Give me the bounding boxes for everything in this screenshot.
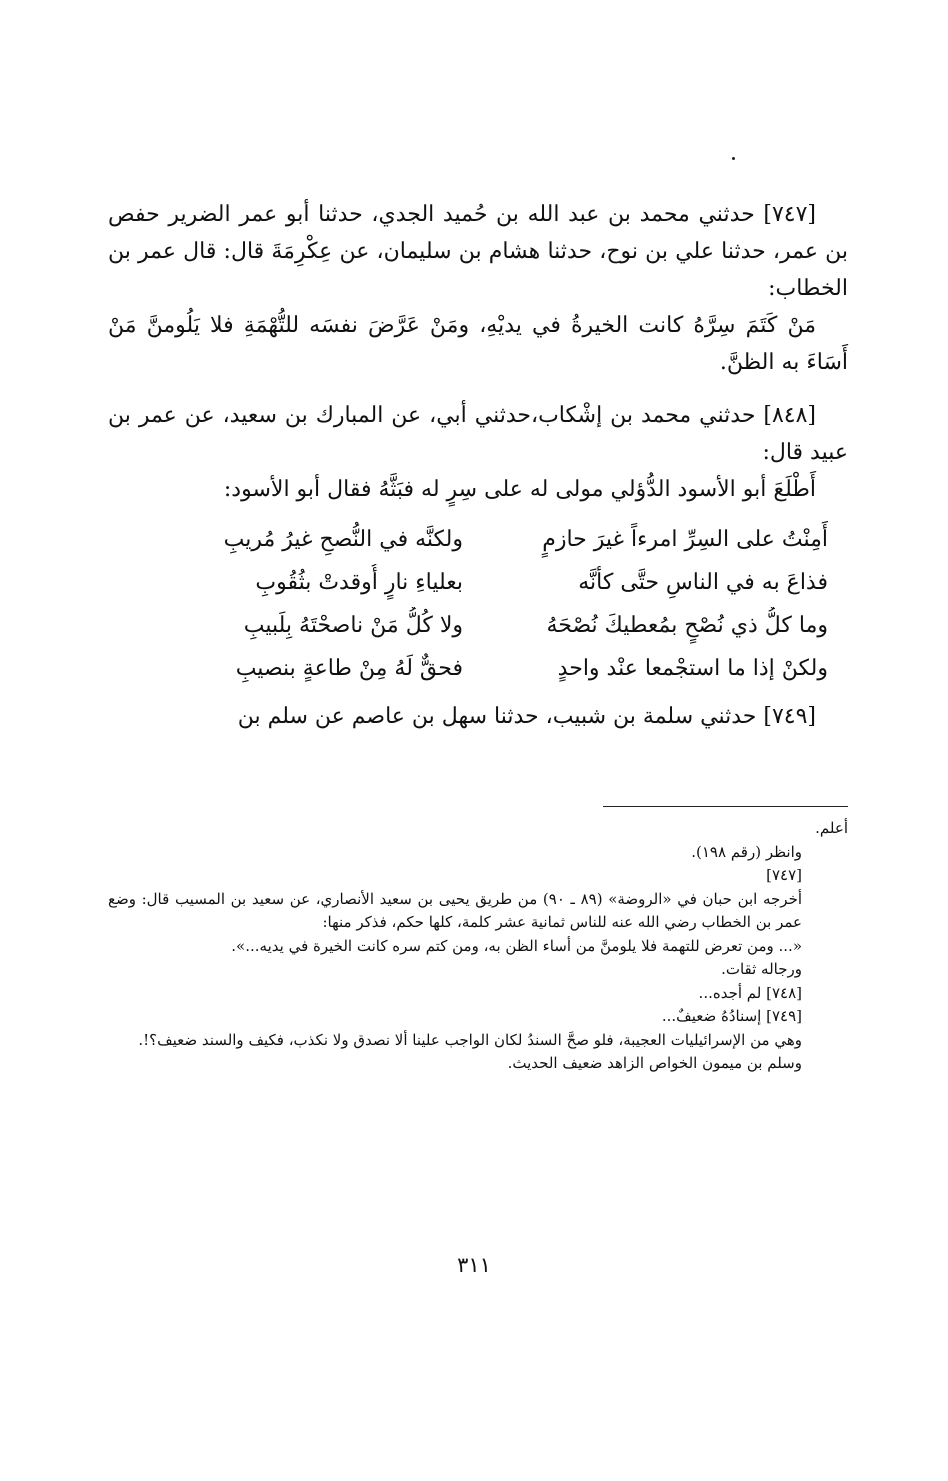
verse-1-second-hemistich: ولكنَّه في النُّصحِ غيرُ مُريبِ [223, 527, 463, 552]
verse-2-first-hemistich: فذاعَ به في الناسِ حتَّى كأنَّه [578, 570, 828, 595]
page-number: ٣١١ [457, 1253, 491, 1277]
footnote-line: أخرجه ابن حبان في «الروضة» (٨٩ ـ ٩٠) من طريق يحيى بن سعيد الأنصاري، عن سعيد بن المسيب قال: وضع عمر بن الخطاب رضي الله عنه للناس ثمانية عشر كلمة، كلها حكم، فذكر منها: [108, 889, 803, 931]
entry-748: [٨٤٨] حدثني محمد بن إشْكاب،حدثني أبي، عن المبارك بن سعيد، عن عمر بن عبيد قال: [108, 403, 848, 465]
entry-749: [٧٤٩] حدثني سلمة بن شبيب، حدثنا سهل بن عاصم عن سلم بن [237, 704, 816, 729]
verse-3-second-hemistich: ولا كُلُّ مَنْ ناصحْتَهُ بِلَبيبِ [243, 613, 463, 638]
footnote-line: «... ومن تعرض للتهمة فلا يلومنَّ من أساء الظن به، ومن كتم سره كانت الخيرة في يديه...». [231, 936, 802, 955]
entry-747: [٧٤٧] حدثني محمد بن عبد الله بن حُميد الجدي، حدثنا أبو عمر الضرير حفص بن عمر، حدثنا علي بن نوح، حدثنا هشام بن سليمان، عن عِكْرِمَةَ قال: قال عمر بن الخطاب: [108, 202, 848, 301]
footnote-line: وهي من الإسرائيليات العجيبة، فلو صحَّ السندُ لكان الواجب علينا ألا نصدق ولا نكذب، فكيف والسند ضعيف؟!. [138, 1030, 802, 1049]
footnotes [108, 817, 848, 1076]
footnote-line: [٧٤٩] إسنادُهُ ضعيفٌ... [661, 1007, 802, 1025]
footnote-line: وسلم بن ميمون الخواص الزاهد ضعيف الحديث. [507, 1054, 802, 1072]
footnote-line: ورجاله ثقات. [721, 960, 802, 978]
verse-2-second-hemistich: بعلياءِ نارٍ أُوقدتْ بثُقُوبِ [255, 570, 463, 595]
verse-4-first-hemistich: ولكنْ إذا ما استجْمعا عنْد واحدٍ [557, 656, 828, 681]
verse-1 [108, 518, 848, 561]
footnote-separator [603, 806, 848, 807]
verse-4-second-hemistich: فحقٌّ لَهُ مِنْ طاعةٍ بنصيبِ [235, 656, 463, 681]
verse-2 [108, 561, 848, 604]
main-text [108, 196, 848, 735]
verse-3-first-hemistich: وما كلُّ ذي نُصْحٍ بمُعطيكَ نُصْحَهُ [546, 613, 828, 638]
footnote-line: أعلم. [815, 819, 848, 837]
entry-748-quote: أَطْلَعَ أبو الأسود الدُّؤلي مولى له على سِرٍ له فبَثَّهُ فقال أبو الأسود: [223, 477, 816, 502]
verse-3 [108, 604, 848, 647]
footnote-line: [٧٤٨] لم أجده... [698, 983, 802, 1002]
verse-4 [108, 647, 848, 690]
ink-speck [732, 157, 735, 160]
footnote-line: [٧٤٧] [766, 866, 802, 884]
poem-verses [108, 518, 848, 690]
entry-747-quote: مَنْ كَتَمَ سِرَّهُ كانت الخيرةُ في يديْهِ، ومَنْ عَرَّضَ نفسَه للتُّهْمَةِ فلا يَلُومنَّ مَنْ أَسَاءَ به الظنَّ. [108, 313, 848, 375]
footnote-line: وانظر (رقم ١٩٨). [691, 842, 802, 861]
verse-1-first-hemistich: أَمِنْتُ على السِرِّ امرءاً غيرَ حازمٍ [542, 527, 828, 552]
